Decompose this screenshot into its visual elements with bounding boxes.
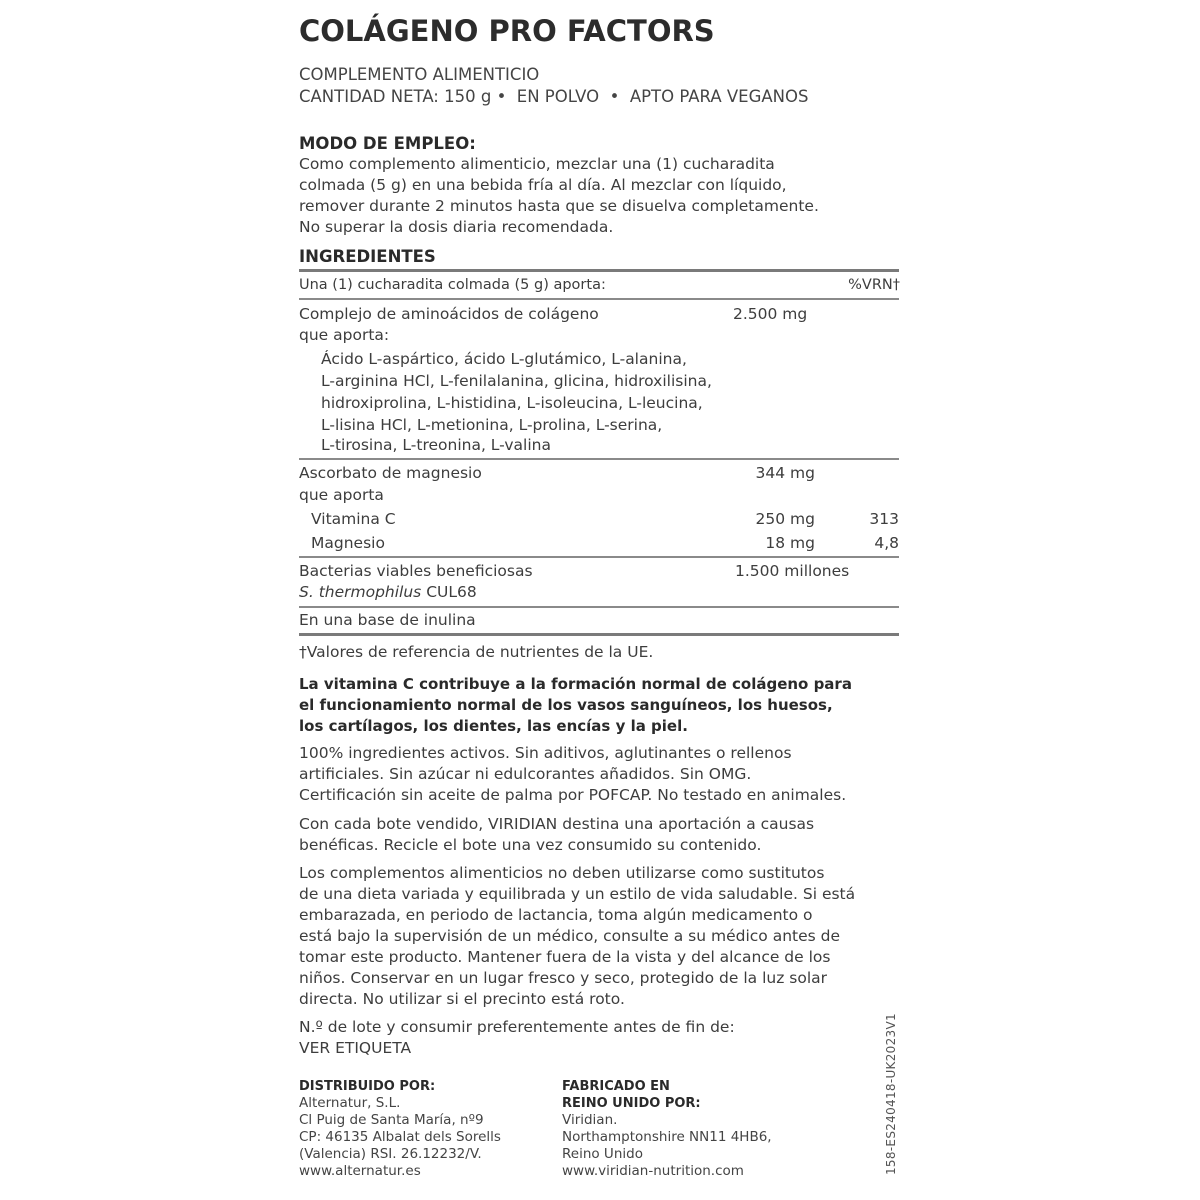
bacteria-strain (299, 581, 477, 603)
table-rule (299, 606, 899, 608)
warnings-text (299, 863, 909, 1010)
vitamin-c-vrn: 313 (869, 510, 899, 528)
distributor-line: Alternatur, S.L. (299, 1095, 401, 1111)
usage-line: remover durante 2 minutos hasta que se disuelva completamente. (299, 197, 819, 215)
table-top-rule (299, 269, 899, 272)
manufacturer-heading: FABRICADO EN (562, 1079, 670, 1094)
warning-line: de una dieta variada y equilibrada y un estilo de vida saludable. Si está (299, 885, 856, 903)
manufacturer-heading: REINO UNIDO POR: (562, 1096, 701, 1111)
aminoacid-line: Ácido L-aspártico, ácido L-glutámico, L-alanina, (321, 350, 687, 368)
batch-info (299, 1017, 909, 1059)
vrn-header: %VRN† (848, 277, 900, 293)
usage-line: No superar la dosis diaria recomendada. (299, 218, 614, 236)
charity-line: Con cada bote vendido, VIRIDIAN destina una aportación a causas (299, 815, 815, 833)
table-rule (299, 298, 899, 300)
distributor-line: Cl Puig de Santa María, nº9 (299, 1112, 484, 1128)
magnesium-vrn: 4,8 (874, 534, 899, 552)
table-bottom-rule (299, 633, 899, 636)
charity-line: benéficas. Recicle el bote una vez consumido su contenido. (299, 836, 762, 854)
purity-text (299, 743, 909, 806)
label-code: 158-ES240418-UK2023V1 (884, 1013, 898, 1175)
warning-line: niños. Conservar en un lugar fresco y seco, protegido de la luz solar (299, 969, 828, 987)
aminoacid-line: L-arginina HCl, L-fenilalanina, glicina, hidroxilisina, (321, 372, 712, 390)
distributor-line: (Valencia) RSI. 26.12232/V. (299, 1146, 482, 1162)
manufacturer-line: Northamptonshire NN11 4HB6, (562, 1129, 772, 1145)
product-type: COMPLEMENTO ALIMENTICIO (299, 65, 540, 84)
distributor-line: CP: 46135 Albalat dels Sorells (299, 1129, 501, 1145)
collagen-name-2: que aporta: (299, 326, 390, 344)
table-rule (299, 556, 899, 558)
magnesium-amount: 18 mg (765, 534, 815, 552)
purity-line: 100% ingredientes activos. Sin aditivos, aglutinantes o rellenos (299, 744, 792, 762)
strain-code: CUL68 (421, 583, 477, 601)
ascorbate-amount: 344 mg (755, 464, 815, 482)
magnesium-label: Magnesio (311, 534, 385, 552)
warning-line: tomar este producto. Mantener fuera de la vista y del alcance de los (299, 948, 831, 966)
claim-line: La vitamina C contribuye a la formación normal de colágeno para (299, 675, 852, 693)
aminoacid-line: L-tirosina, L-treonina, L-valina (321, 436, 551, 454)
batch-line: N.º de lote y consumir preferentemente antes de fin de: (299, 1018, 735, 1036)
collagen-amount: 2.500 mg (733, 305, 808, 323)
vitamin-c-label: Vitamina C (311, 510, 396, 528)
warning-line: está bajo la supervisión de un médico, consulte a su médico antes de (299, 927, 841, 945)
table-rule (299, 458, 899, 460)
usage-line: Como complemento alimenticio, mezclar una (1) cucharadita (299, 155, 775, 173)
strain-italic: S. thermophilus (299, 583, 422, 601)
vitamin-c-amount: 250 mg (755, 510, 815, 528)
ascorbate-name: Ascorbato de magnesio (299, 464, 482, 482)
usage-line: colmada (5 g) en una bebida fría al día. Al mezclar con líquido, (299, 176, 787, 194)
batch-value: VER ETIQUETA (299, 1039, 412, 1057)
charity-text (299, 814, 909, 856)
base-text: En una base de inulina (299, 611, 476, 629)
distributor-website: www.alternatur.es (299, 1163, 421, 1179)
product-quantity: CANTIDAD NETA: 150 g • EN POLVO • APTO PARA VEGANOS (299, 87, 809, 106)
aminoacid-line: L-lisina HCl, L-metionina, L-prolina, L-serina, (321, 416, 663, 434)
ascorbate-name-2: que aporta (299, 486, 384, 504)
claim-line: los cartílagos, los dientes, las encías y la piel. (299, 717, 688, 735)
purity-line: artificiales. Sin azúcar ni edulcorantes añadidos. Sin OMG. (299, 765, 752, 783)
usage-text (299, 154, 909, 238)
usage-heading: MODO DE EMPLEO: (299, 134, 476, 153)
warning-line: directa. No utilizar si el precinto está roto. (299, 990, 625, 1008)
aminoacid-line: hidroxiprolina, L-histidina, L-isoleucina, L-leucina, (321, 394, 703, 412)
warning-line: Los complementos alimenticios no deben utilizarse como sustitutos (299, 864, 825, 882)
claim-line: el funcionamiento normal de los vasos sanguíneos, los huesos, (299, 696, 833, 714)
manufacturer-block (562, 1078, 862, 1180)
vrn-footnote: †Valores de referencia de nutrientes de la UE. (299, 643, 654, 661)
ingredients-heading: INGREDIENTES (299, 247, 436, 266)
distributor-heading: DISTRIBUIDO POR: (299, 1079, 436, 1094)
bacteria-amount: 1.500 millones (735, 562, 850, 580)
health-claim (299, 674, 909, 737)
manufacturer-website: www.viridian-nutrition.com (562, 1163, 744, 1179)
distributor-block (299, 1078, 549, 1180)
serving-header: Una (1) cucharadita colmada (5 g) aporta: (299, 277, 606, 293)
product-title: COLÁGENO PRO FACTORS (299, 14, 715, 48)
bacteria-name: Bacterias viables beneficiosas (299, 562, 533, 580)
manufacturer-line: Viridian. (562, 1112, 618, 1128)
warning-line: embarazada, en periodo de lactancia, toma algún medicamento o (299, 906, 813, 924)
purity-line: Certificación sin aceite de palma por POFCAP. No testado en animales. (299, 786, 847, 804)
manufacturer-line: Reino Unido (562, 1146, 643, 1162)
collagen-name: Complejo de aminoácidos de colágeno (299, 305, 599, 323)
